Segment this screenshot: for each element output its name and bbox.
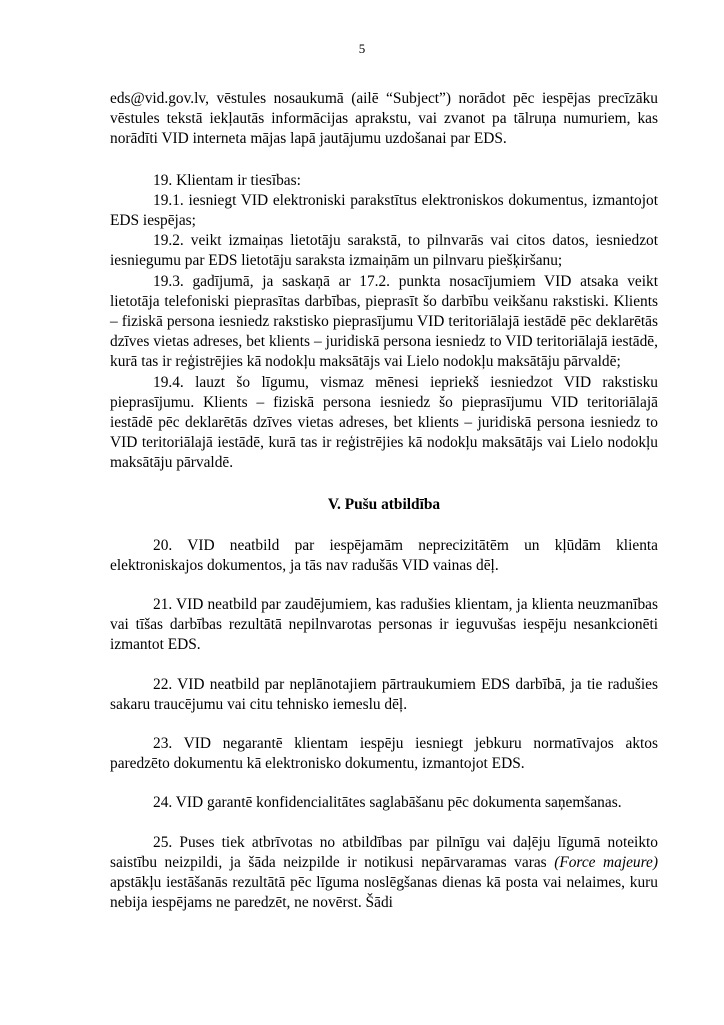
paragraph-19: 19. Klientam ir tiesības: <box>153 171 301 189</box>
paragraph-19-3: 19.3. gadījumā, ja saskaņā ar 17.2. punkta nosacījumiem VID atsaka veikt lietotāja telefoniski pieprasītas darbības, pieprasīt šo darbību veikšanu rakstiski. Klients – fiziskā persona iesniedz rakstisko pieprasījumu VID teritoriālajā iestādē pēc deklarētās dzīves vietas adreses, bet klients – juridiskā persona iesniedz to VID teritoriālajā iestādē, kurā tas ir reģistrējies kā nodokļu maksātājs vai Lielo nodokļu maksātāju pārvaldē; <box>110 272 658 371</box>
document-body <box>110 89 658 914</box>
paragraph-20: 20. VID neatbild par iespējamām neprecizitātēm un kļūdām klienta elektroniskajos dokumentos, ja tās nav radušās VID vainas dēļ. <box>110 536 658 574</box>
paragraph-25-part-b: apstākļu iestāšanās rezultātā pēc līguma noslēgšanas dienas kā posta vai nelaimes, kuru nebija iespējams ne paredzēt, ne novērst. Šādi <box>110 874 658 912</box>
paragraph-24: 24. VID garantē konfidencialitātes saglabāšanu pēc dokumenta saņemšanas. <box>153 794 622 812</box>
section-heading: V. Pušu atbildība <box>327 495 441 513</box>
paragraph-21: 21. VID neatbild par zaudējumiem, kas radušies klientam, ja klienta neuzmanības vai tīšas darbības rezultātā nepilnvarotas personas ir ieguvušas iespēju nesankcionēti izmantot EDS. <box>110 596 658 654</box>
paragraph-continuation: eds@vid.gov.lv, vēstules nosaukumā (ailē “Subject”) norādot pēc iespējas precīzāku vēstules tekstā iekļautās informācijas aprakstu, vai zvanot pa tālruņa numuriem, kas norādīti VID interneta mājas lapā jautājumu uzdošanai par EDS. <box>110 90 658 148</box>
paragraph-25-part-a: 25. Puses tiek atbrīvotas no atbildības par pilnīgu vai daļēju līgumā noteikto saistību neizpildi, ja šāda neizpilde ir notikusi nepārvaramas varas <box>110 833 658 871</box>
paragraph-19-2: 19.2. veikt izmaiņas lietotāju sarakstā, to pilnvarās vai citos datos, iesniedzot iesniegumu par EDS lietotāju saraksta izmaiņām un pilnvaru piešķiršanu; <box>110 232 658 270</box>
paragraph-19-4: 19.4. lauzt šo līgumu, vismaz mēnesi iepriekš iesniedzot VID rakstisku pieprasījumu. Klients – fiziskā persona iesniedz šo pieprasījumu VID teritoriālajā iestādē pēc deklarētās dzīves vietas adreses, bet klients – juridiskā persona iesniedz to VID teritoriālajā iestādē, kurā tas ir reģistrējies kā nodokļu maksātājs vai Lielo nodokļu maksātāju pārvaldē. <box>110 373 658 472</box>
paragraph-25 <box>110 833 658 914</box>
paragraph-19-1: 19.1. iesniegt VID elektroniski parakstītus elektroniskos dokumentus, izmantojot EDS iespējas; <box>110 191 658 230</box>
force-majeure-term: (Force majeure) <box>554 853 658 871</box>
paragraph-22: 22. VID neatbild par neplānotajiem pārtraukumiem EDS darbībā, ja tie radušies sakaru traucējumu vai citu tehnisko iemeslu dēļ. <box>110 675 658 713</box>
paragraph-23: 23. VID negarantē klientam iespēju iesniegt jebkuru normatīvajos aktos paredzēto dokumentu kā elektronisko dokumentu, izmantojot EDS. <box>110 735 658 773</box>
page-number: 5 <box>358 41 366 56</box>
